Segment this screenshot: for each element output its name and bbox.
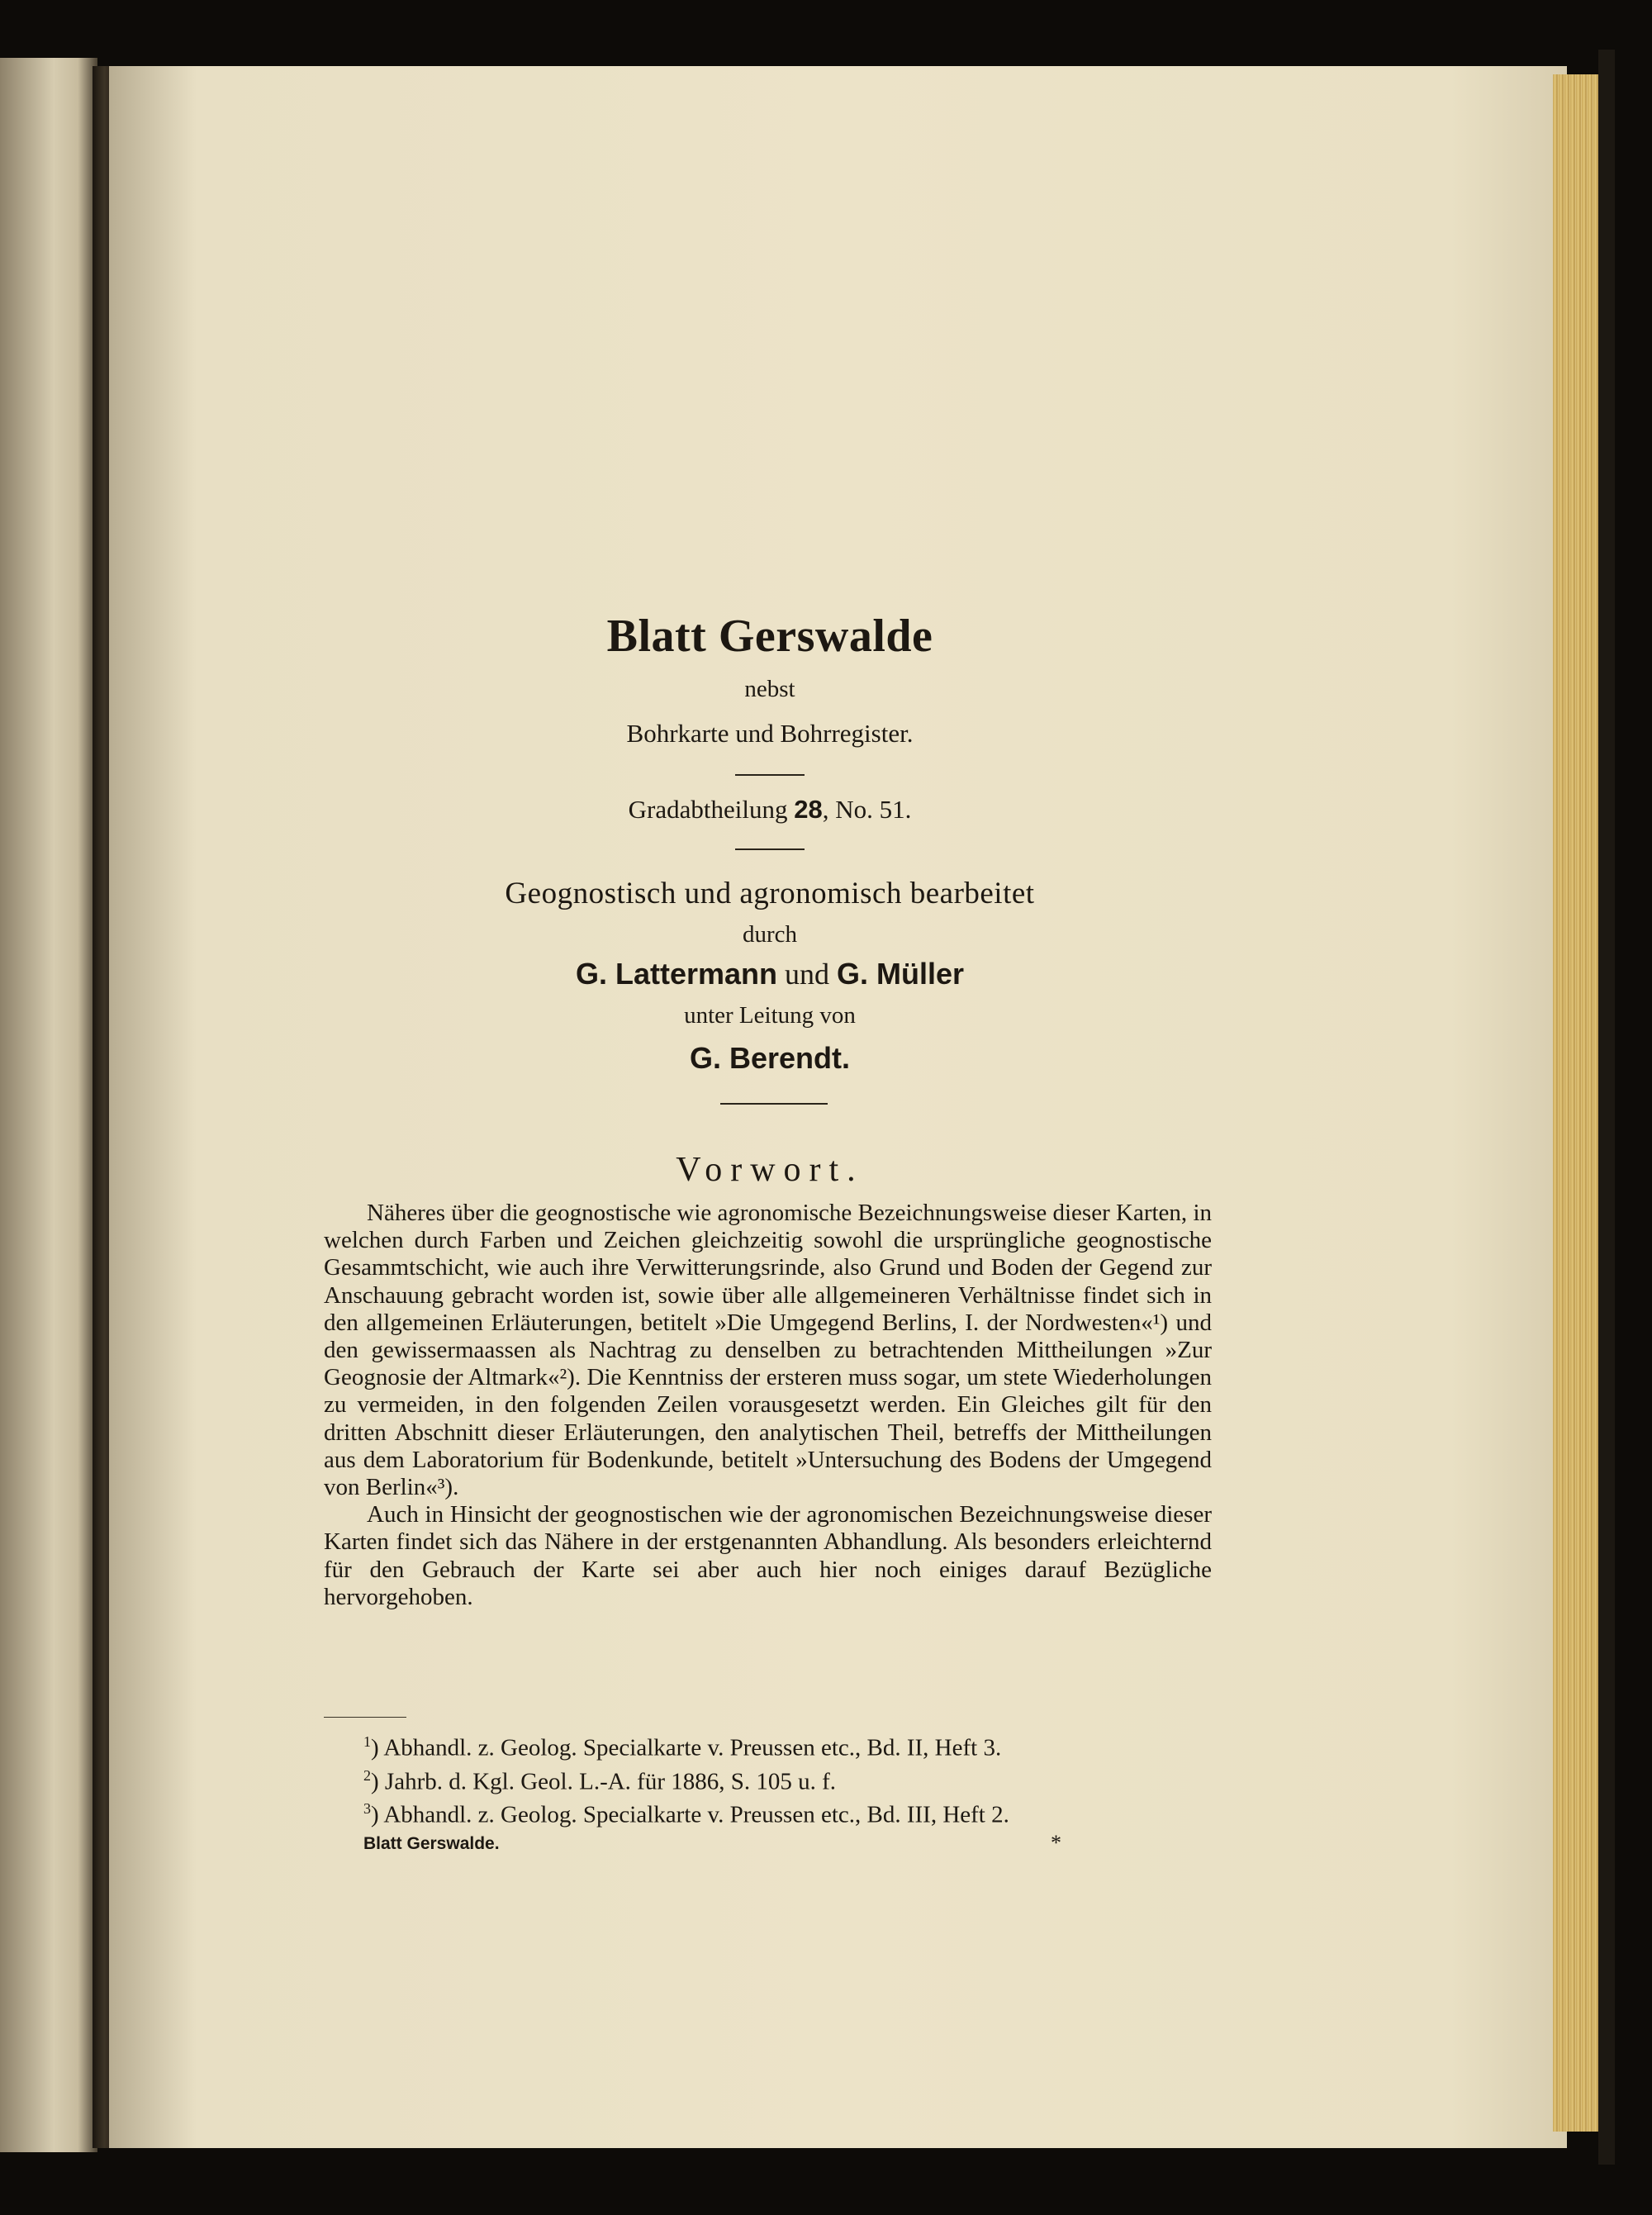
facing-page-edge xyxy=(0,58,97,2152)
supervisor-name: G. Berendt. xyxy=(689,1041,851,1075)
footnote-text: Abhandl. z. Geolog. Specialkarte v. Preussen etc., Bd. II, Heft 3. xyxy=(383,1734,1002,1761)
section-heading: Vorwort. xyxy=(676,1151,864,1189)
grad-line xyxy=(109,795,1431,825)
page-block-edges xyxy=(1553,74,1602,2132)
divider xyxy=(735,774,805,776)
body-text xyxy=(324,1200,1212,1611)
sheet-signature-label: Blatt Gerswalde. xyxy=(363,1834,500,1853)
footnote-mark: 2 xyxy=(363,1766,371,1784)
paragraph: Näheres über die geognostische wie agronomische Bezeichnungsweise dieser Karten, in welchen durch Farben und Zeichen gleichzeitig sowohl die ursprüngliche geognostische Gesammtschicht, wie auch ihre Verwitterungsrinde, also Grund und Boden der Gegend zur Anschauung gebracht worden ist, sowie über alle allgemeineren Verhältnisse findet sich in den allgemeinen Erläuterungen, betitelt »Die Umgegend Berlins, I. der Nordwesten«¹) und den gewissermaassen als Nachtrag zu denselben zu betrachtenden Mittheilungen »Zur Geognosie der Altmark«²). Die Kenntniss der ersteren muss sogar, um stete Wiederholungen zu vermeiden, in den folgenden Zeilen vorausgesetzt werden. Ein Gleiches gilt für den dritten Abschnitt dieser Erläuterungen, den analytischen Theil, betreffs der Mittheilungen aus dem Laboratorium für Bodenkunde, betitelt »Untersuchung des Bodens der Umgegend von Berlin«³). xyxy=(324,1200,1212,1501)
page-sheet xyxy=(109,66,1567,2148)
footnote-text: Abhandl. z. Geolog. Specialkarte v. Preussen etc., Bd. III, Heft 2. xyxy=(383,1801,1009,1828)
footnote: $^3$) Abhandl. z. Geolog. Specialkarte v. Preussen etc., Bd. III, Heft 2. xyxy=(363,1800,1009,1828)
author-connector: und xyxy=(777,958,837,991)
book-cover-edge xyxy=(1598,50,1615,2165)
footnotes xyxy=(363,1728,1189,1829)
author-name: G. Lattermann xyxy=(575,957,777,991)
grad-number: 28 xyxy=(794,795,823,824)
subtitle: Bohrkarte und Bohrregister. xyxy=(626,719,914,748)
signature-mark: * xyxy=(1051,1831,1061,1855)
credits-line: Geognostisch und agronomisch bearbeitet xyxy=(505,877,1035,910)
footnote-text: Jahrb. d. Kgl. Geol. L.-A. für 1886, S. 105 u. f. xyxy=(384,1768,837,1795)
footnote-rule xyxy=(324,1717,406,1718)
authors-line xyxy=(109,957,1431,991)
grad-prefix: Gradabtheilung xyxy=(628,795,795,824)
divider xyxy=(735,848,805,850)
credits-durch: durch xyxy=(742,921,798,948)
footnote-mark: 3 xyxy=(363,1800,371,1818)
grad-suffix: , No. 51. xyxy=(822,795,912,824)
page-title: Blatt Gerswalde xyxy=(606,611,933,662)
author-name: G. Müller xyxy=(837,957,965,991)
footnote: $^2$) Jahrb. d. Kgl. Geol. L.-A. für 1886, S. 105 u. f. xyxy=(363,1766,837,1795)
supervision-label: unter Leitung von xyxy=(684,1002,856,1029)
subtitle-connector: nebst xyxy=(744,676,795,702)
footnote-mark: 1 xyxy=(363,1733,371,1750)
paragraph: Auch in Hinsicht der geognostischen wie der agronomischen Bezeichnungsweise dieser Karten findet sich das Nähere in der erstgenannten Abhandlung. Als besonders erleichternd für den Gebrauch der Karte sei aber auch hier noch einiges darauf Bezügliche hervorgehoben. xyxy=(324,1501,1212,1610)
divider xyxy=(720,1103,828,1105)
footnote: $^1$) Abhandl. z. Geolog. Specialkarte v. Preussen etc., Bd. II, Heft 3. xyxy=(363,1733,1002,1761)
